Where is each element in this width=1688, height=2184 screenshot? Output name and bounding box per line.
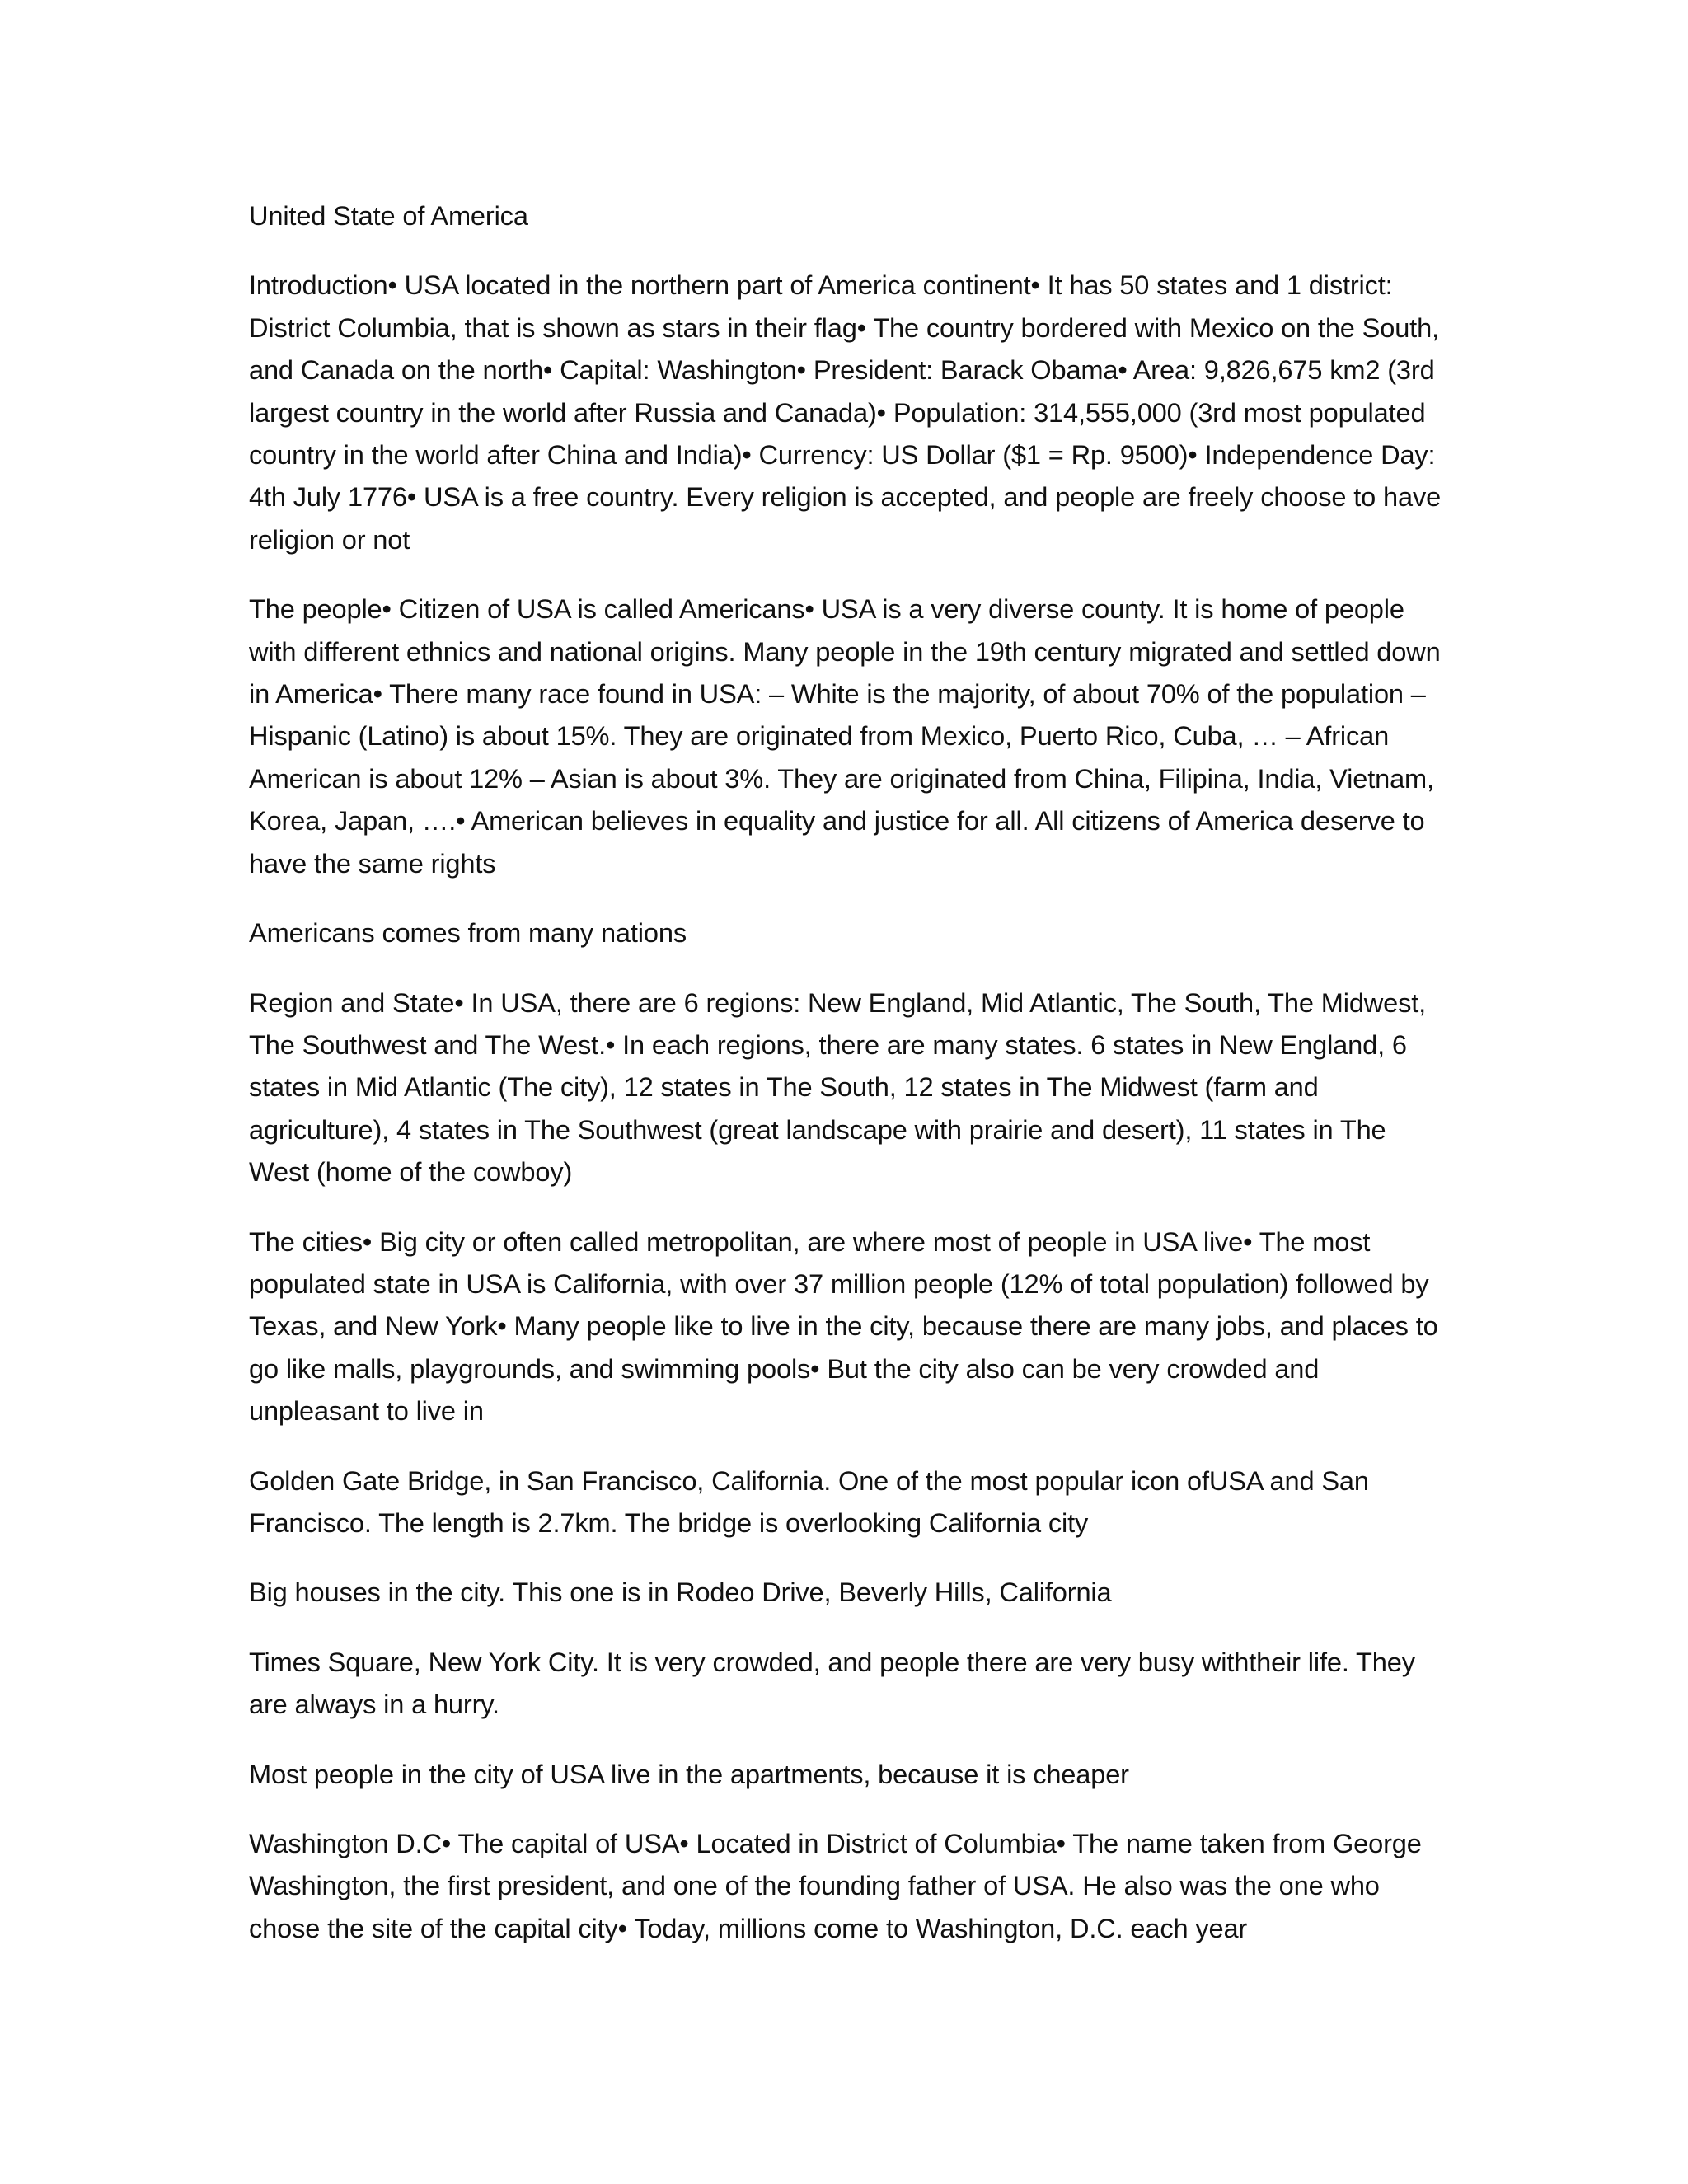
paragraph-the-people: The people• Citizen of USA is called Americans• USA is a very diverse county. It is home of people with different ethnics and national origins. Many people in the 19th century migrated and settled down in America• There many race found in USA: – White is the majority, of about 70% of the population – Hispanic (Latino) is about 15%. They are originated from Mexico, Puerto Rico, Cuba, … – African American is about 12% – Asian is about 3%. They are originated from China, Filipina, India, Vietnam, Korea, Japan, ….• American believes in equality and justice for all. All citizens of America deserve to have the same rights	[249, 593, 1441, 879]
caption-big-houses: Big houses in the city. This one is in Rodeo Drive, Beverly Hills, California	[249, 1577, 1112, 1608]
paragraph-washington-dc: Washington D.C• The capital of USA• Located in District of Columbia• The name taken from George Washington, the first president, and one of the founding father of USA. He also was the one who chose the site of the capital city• Today, millions come to Washington, D.C. each year	[249, 1828, 1422, 1943]
paragraph-introduction: Introduction• USA located in the northern part of America continent• It has 50 states and 1 district: District Columbia, that is shown as stars in their flag• The country bordered with Mexico on the South, and Canada on the north• Capital: Washington• President: Barack Obama• Area: 9,826,675 km2 (3rd largest country in the world after Russia and Canada)• Population: 314,555,000 (3rd most populated country in the world after China and India)• Currency: US Dollar ($1 = Rp. 9500)• Independence Day: 4th July 1776• USA is a free country. Every religion is accepted, and people are freely choose to have religion or not	[249, 269, 1442, 555]
document-title: United State of America	[249, 200, 528, 231]
document-body	[249, 194, 1444, 1976]
caption-apartments: Most people in the city of USA live in the apartments, because it is cheaper	[249, 1758, 1129, 1789]
caption-times-square: Times Square, New York City. It is very crowded, and people there are very busy withtheir life. They are always in a hurry.	[249, 1646, 1415, 1720]
caption-americans-nations: Americans comes from many nations	[249, 917, 687, 949]
paragraph-the-cities: The cities• Big city or often called metropolitan, are where most of people in USA live• The most populated state in USA is California, with over 37 million people (12% of total population) followed by Texas, and New York• Many people like to live in the city, because there are many jobs, and places to go like malls, playgrounds, and swimming pools• But the city also can be very crowded and unpleasant to live in	[249, 1226, 1438, 1427]
paragraph-region-and-state: Region and State• In USA, there are 6 regions: New England, Mid Atlantic, The South, The Midwest, The Southwest and The West.• In each regions, there are many states. 6 states in New England, 6 states in Mid Atlantic (The city), 12 states in The South, 12 states in The Midwest (farm and agriculture), 4 states in The Southwest (great landscape with prairie and desert), 11 states in The West (home of the cowboy)	[249, 987, 1427, 1188]
caption-golden-gate-bridge: Golden Gate Bridge, in San Francisco, California. One of the most popular icon ofUSA and San Francisco. The length is 2.7km. The bridge is overlooking California city	[249, 1465, 1369, 1538]
